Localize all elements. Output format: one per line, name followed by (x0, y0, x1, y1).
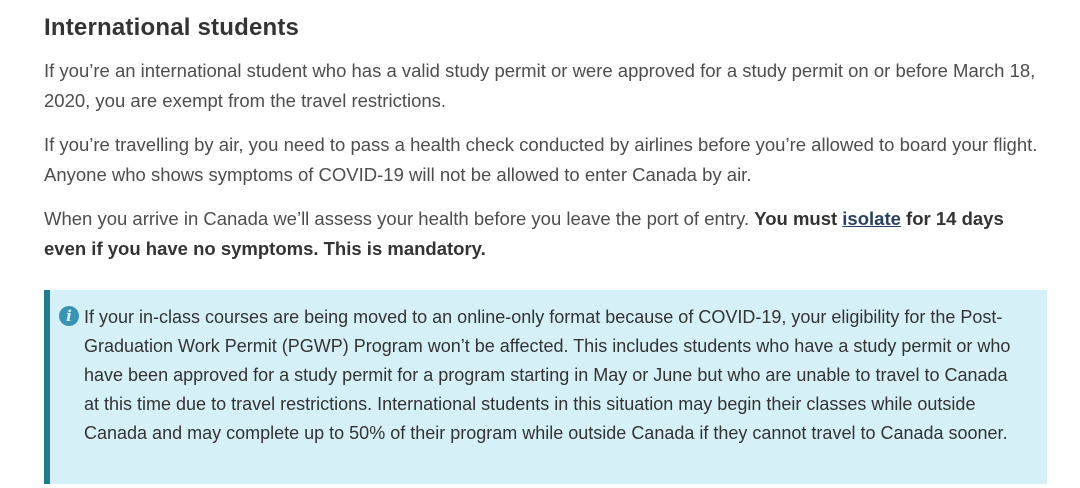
paragraph-air-travel-health-check: If you’re travelling by air, you need to pass a health check conducted by airlines before you’re allowed to board your flight. Anyone who shows symptoms of COVID-19 will not be allowed to enter Canada by air. (44, 134, 1038, 185)
arrival-text: When you arrive in Canada we’ll assess your health before you leave the port of entry. (44, 208, 755, 229)
info-box-text: If your in-class courses are being moved to an online-only format because of COVID-19, your eligibility for the Post-Graduation Work Permit (PGWP) Program won’t be affected. This includes students who have a study permit or who have been approved for a study permit for a program starting in May or June but who are unable to travel to Canada at this time due to travel restrictions. International students in this situation may begin their classes while outside Canada and may complete up to 50% of their program while outside Canada if they cannot travel to Canada sooner. (84, 307, 1011, 443)
page-title: International students (44, 14, 300, 41)
paragraph-study-permit-exemption: If you’re an international student who has a valid study permit or were approved for a study permit on or before March 18, 2020, you are exempt from the travel restrictions. (44, 60, 1036, 111)
info-circle-icon: i (59, 306, 79, 326)
isolate-link[interactable]: isolate (842, 208, 901, 229)
mandatory-bold-text-end: for 14 days even if you have no symptoms. This is mandatory. (44, 208, 1004, 259)
info-callout-box (44, 290, 1047, 484)
paragraph-arrival-isolation (44, 204, 1046, 264)
mandatory-bold-text-start: You must (754, 208, 843, 229)
